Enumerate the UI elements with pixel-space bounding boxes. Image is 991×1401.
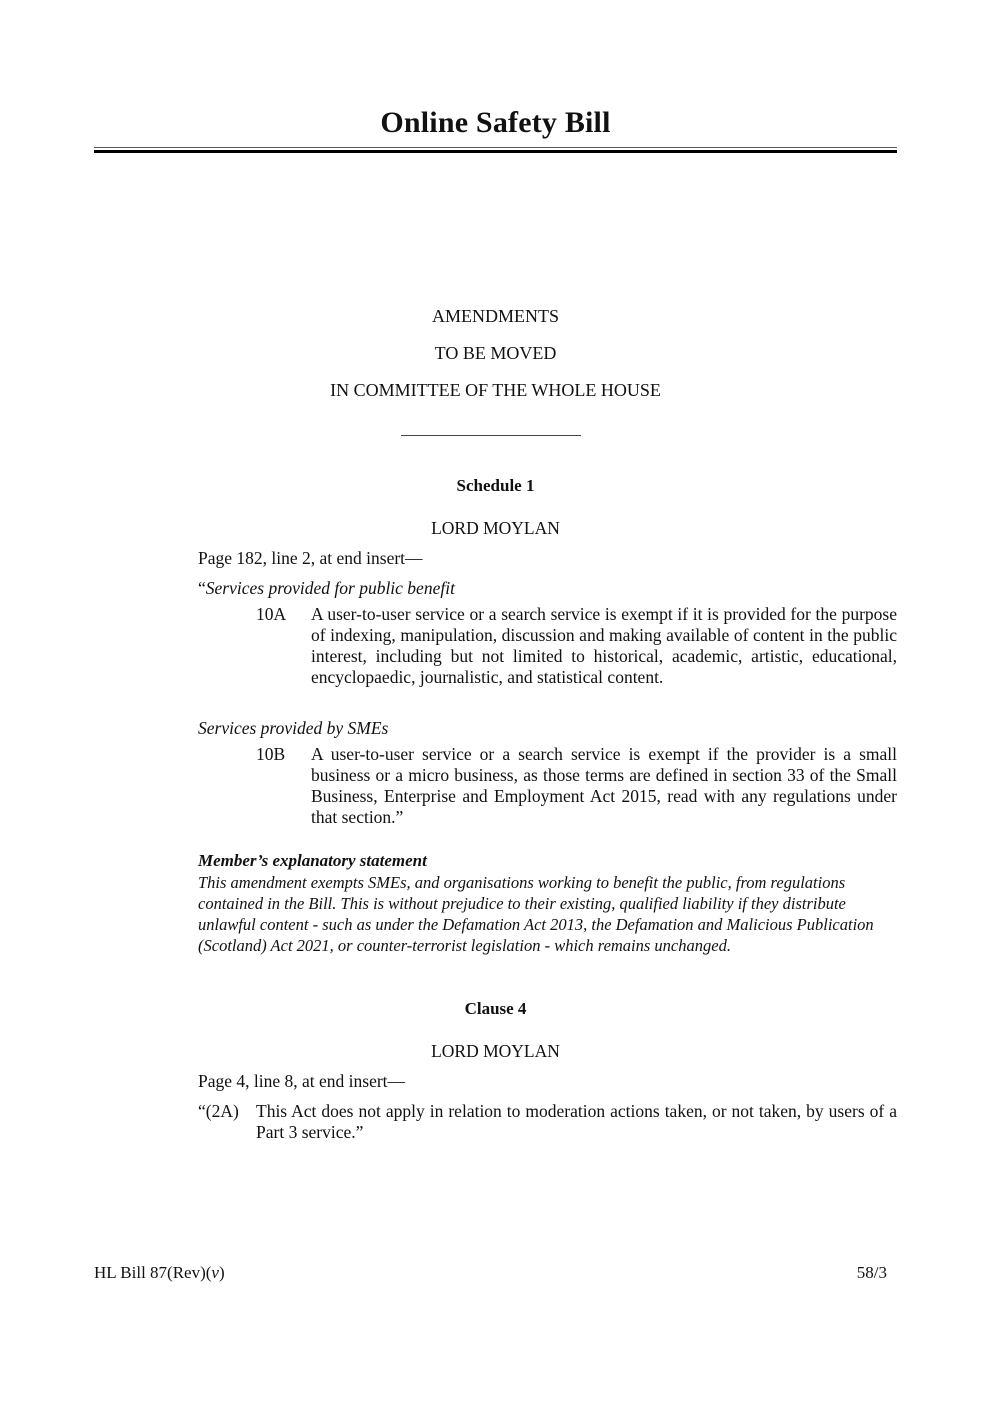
bill-ref-prefix: HL Bill 87(Rev)( — [94, 1263, 212, 1282]
amendment-location: Page 4, line 8, at end insert— — [198, 1071, 406, 1091]
paragraph-number-10b: 10B — [256, 744, 286, 764]
paragraph-text-10b: A user-to-user service or a search service is exempt if the provider is a small business or a micro business, as those terms are defined in section 33 of the Small Business, Enterprise and Employment Act 2015, read with any regulations under that section.” — [311, 744, 897, 827]
title-rule-thin — [94, 147, 897, 148]
amendment-mover: LORD MOYLAN — [431, 1041, 560, 1061]
explanatory-statement-text: This amendment exempts SMEs, and organisations working to benefit the public, from regulations contained in the Bill. This is without prejudice to their existing, qualified liability if they distribute unlawful content - such as under the Defamation Act 2013, the Defamation and Malicious Publication (Scotland) Act 2021, or counter-terrorist legislation - which remains unchanged. — [198, 873, 874, 955]
intro-amendments: AMENDMENTS — [431, 306, 559, 326]
bill-ref-suffix: ) — [218, 1263, 225, 1282]
amendment-heading-schedule-1: Schedule 1 — [456, 476, 535, 495]
title-rule-thick — [94, 150, 897, 153]
explanatory-statement-title: Member’s explanatory statement — [198, 851, 427, 870]
amendment-heading-clause-4: Clause 4 — [464, 999, 527, 1018]
paragraph-text-2a: This Act does not apply in relation to moderation actions taken, or not taken, by users of a Part 3 service.” — [256, 1101, 897, 1142]
section-divider — [401, 435, 581, 436]
page-reference: 58/3 — [856, 1263, 887, 1282]
page-title: Online Safety Bill — [380, 106, 611, 139]
intro-to-be-moved: TO BE MOVED — [434, 343, 557, 363]
subsection-heading-smes: Services provided by SMEs — [198, 718, 389, 738]
bill-reference — [94, 1263, 225, 1283]
subsection-title: Services provided for public benefit — [205, 578, 455, 598]
amendment-mover: LORD MOYLAN — [431, 518, 560, 538]
subsection-heading-public-benefit — [198, 578, 455, 599]
intro-committee: IN COMMITTEE OF THE WHOLE HOUSE — [330, 380, 661, 400]
bill-ref-version: v — [211, 1263, 219, 1282]
paragraph-text-10a: A user-to-user service or a search service is exempt if it is provided for the purpose of indexing, manipulation, discussion and making available of content in the public interest, including but not limited to historical, academic, artistic, educational, encyclopaedic, journalistic, and statistical content. — [311, 604, 897, 687]
paragraph-number-10a: 10A — [256, 604, 287, 624]
open-quote: “ — [198, 578, 206, 598]
amendment-location: Page 182, line 2, at end insert— — [198, 548, 423, 568]
paragraph-number-2a: “(2A) — [198, 1101, 239, 1121]
